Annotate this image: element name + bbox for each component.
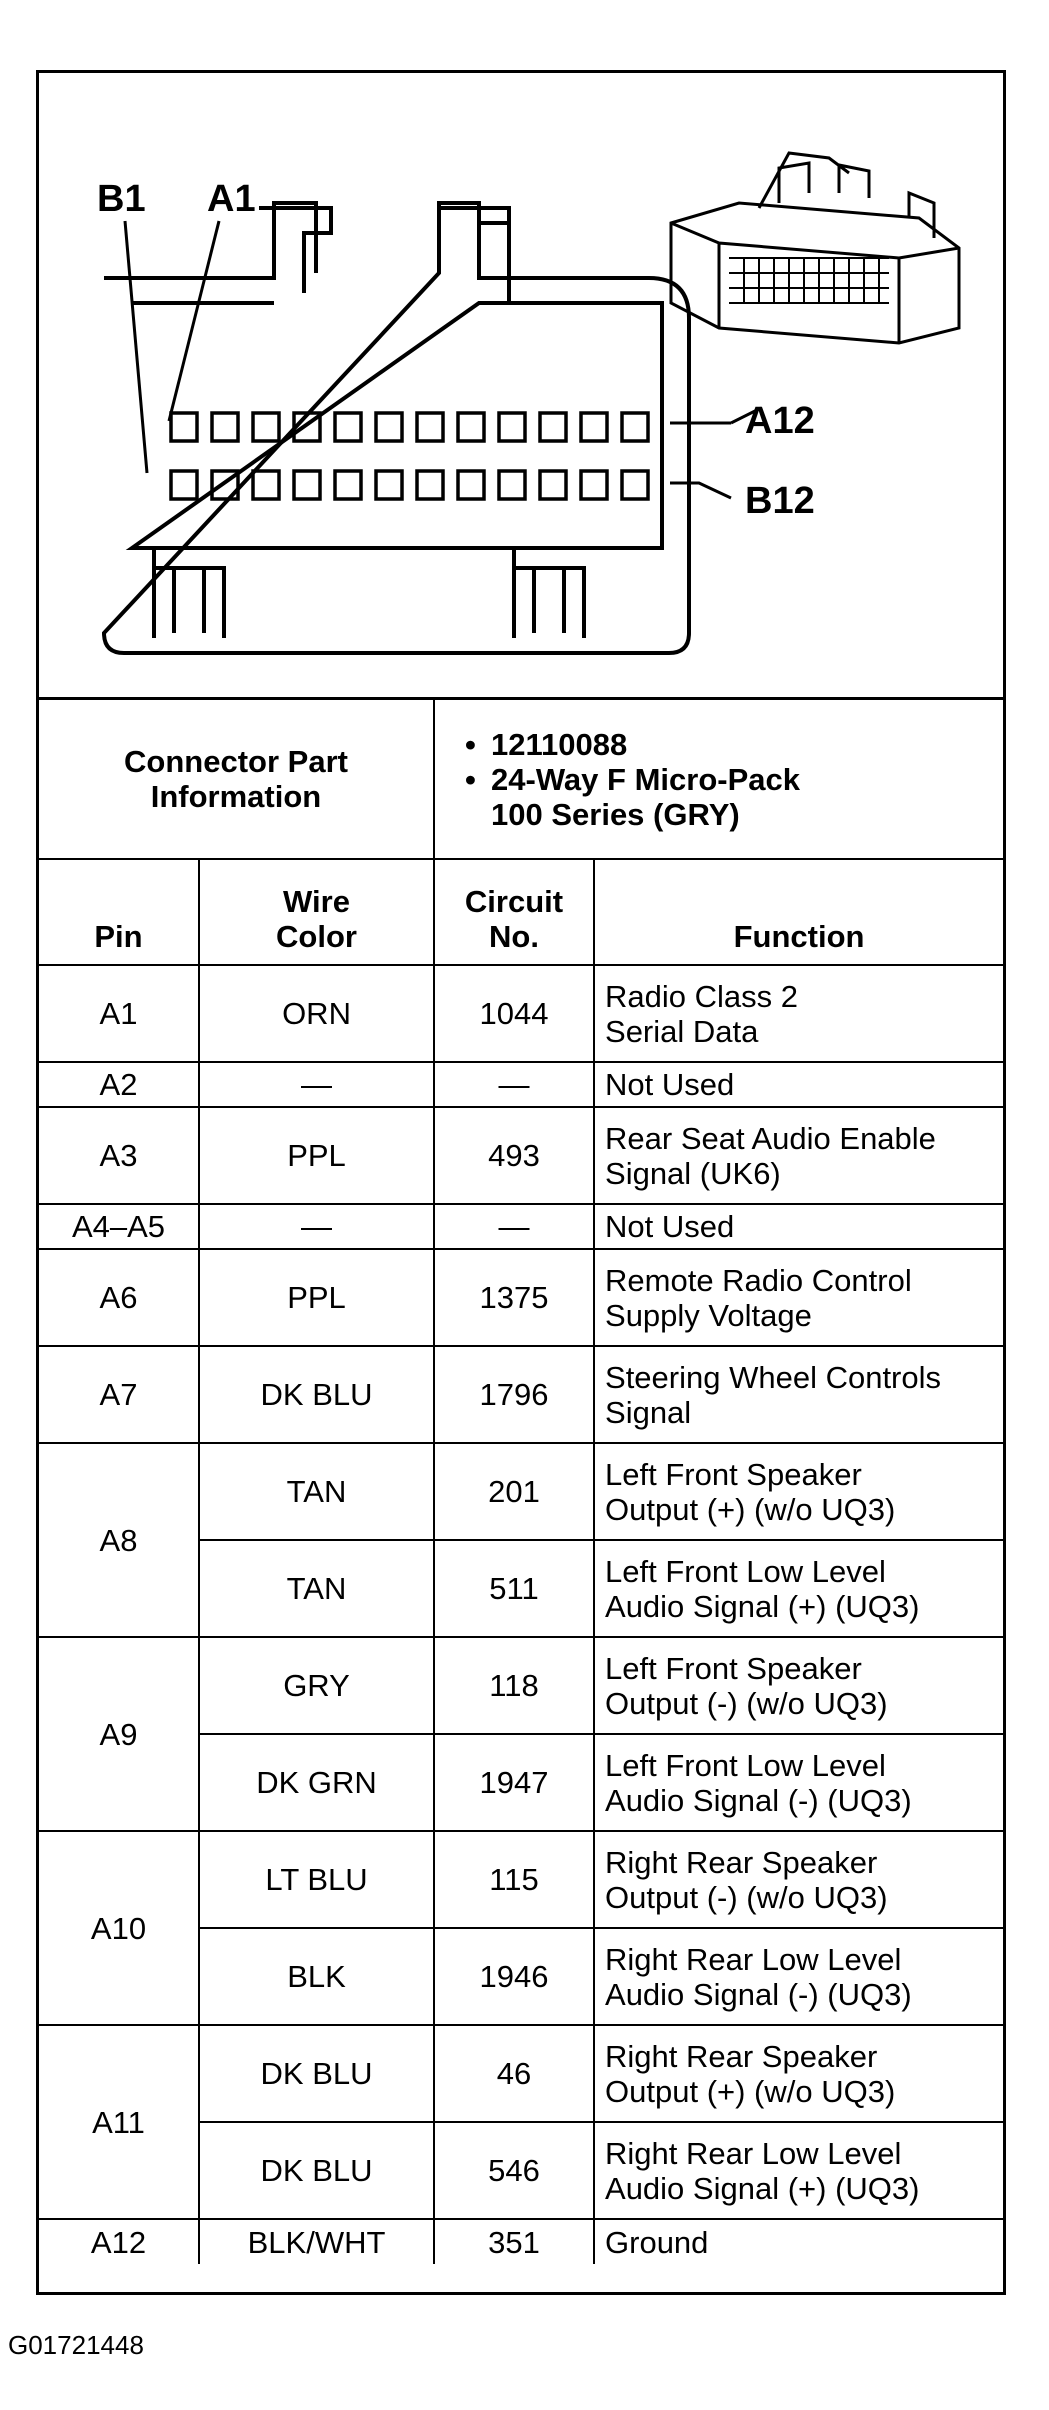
function-line-2: Output (+) (w/o UQ3)	[605, 1491, 896, 1527]
wire-color-cell: BLK/WHT	[199, 2219, 434, 2264]
function-cell	[594, 2219, 1003, 2264]
table-row	[39, 1831, 1003, 1928]
function-line-1: Left Front Low Level	[605, 1553, 886, 1589]
function-line-1: Not Used	[605, 1209, 735, 1244]
table-row	[39, 1443, 1003, 1540]
part-number: • 12110088	[465, 727, 997, 762]
table-row	[39, 1107, 1003, 1204]
cavity-a3	[253, 413, 279, 441]
function-line-2: Supply Voltage	[605, 1297, 812, 1333]
circuit-cell: 118	[434, 1637, 594, 1734]
pin-cell: A1	[39, 965, 199, 1062]
pin-cell: A2	[39, 1062, 199, 1107]
table-row	[39, 1249, 1003, 1346]
connector-label: Connector Part Information	[39, 700, 434, 859]
cavity-b4	[294, 471, 320, 499]
table-row	[39, 1062, 1003, 1107]
connector-description-1: • 24-Way F Micro-Pack	[465, 762, 997, 797]
cavity-a1	[171, 413, 197, 441]
wire-color-cell: BLK	[199, 1928, 434, 2025]
function-cell	[594, 1831, 1003, 1928]
function-cell	[594, 1734, 1003, 1831]
wire-color-cell: ORN	[199, 965, 434, 1062]
pin-cell: A9	[39, 1637, 199, 1831]
cavity-a10	[540, 413, 566, 441]
circuit-cell: 1947	[434, 1734, 594, 1831]
label-b1: B1	[97, 178, 146, 220]
function-cell	[594, 1062, 1003, 1107]
function-line-2: Audio Signal (+) (UQ3)	[605, 1588, 920, 1624]
table-row	[39, 1346, 1003, 1443]
function-line-1: Left Front Speaker	[605, 1456, 862, 1492]
cavity-a8	[458, 413, 484, 441]
cavity-b3	[253, 471, 279, 499]
cavity-b11	[581, 471, 607, 499]
function-cell	[594, 1107, 1003, 1204]
function-cell	[594, 1346, 1003, 1443]
circuit-cell: —	[434, 1204, 594, 1249]
cavity-b10	[540, 471, 566, 499]
circuit-cell: 351	[434, 2219, 594, 2264]
table-row	[39, 1204, 1003, 1249]
connector-3d-view	[671, 153, 959, 343]
pin-cell: A6	[39, 1249, 199, 1346]
circuit-cell: 115	[434, 1831, 594, 1928]
function-cell	[594, 1928, 1003, 2025]
function-line-1: Rear Seat Audio Enable	[605, 1120, 936, 1156]
header-no: No.	[489, 919, 539, 954]
cavity-a5	[335, 413, 361, 441]
figure-code: G01721448	[8, 2330, 144, 2360]
function-line-1: Ground	[605, 2224, 709, 2260]
function-line-1: Right Rear Low Level	[605, 1941, 902, 1977]
header-row	[39, 859, 1003, 965]
header-wire: Wire	[283, 884, 350, 919]
function-cell	[594, 1540, 1003, 1637]
circuit-cell: —	[434, 1062, 594, 1107]
function-cell	[594, 1204, 1003, 1249]
label-a12: A12	[745, 400, 815, 442]
connector-description-2: 100 Series (GRY)	[491, 796, 740, 832]
pinout-table	[39, 700, 1003, 2264]
cavity-a7	[417, 413, 443, 441]
circuit-cell: 1044	[434, 965, 594, 1062]
function-line-2: Audio Signal (-) (UQ3)	[605, 1976, 912, 2012]
cavity-b5	[335, 471, 361, 499]
table-row	[39, 1637, 1003, 1734]
pin-cell: A10	[39, 1831, 199, 2025]
cavity-b6	[376, 471, 402, 499]
function-line-2: Audio Signal (+) (UQ3)	[605, 2170, 920, 2206]
wire-color-cell: —	[199, 1204, 434, 1249]
function-line-1: Right Rear Speaker	[605, 1844, 878, 1880]
wire-color-cell: LT BLU	[199, 1831, 434, 1928]
cavity-a2	[212, 413, 238, 441]
table-row	[39, 2025, 1003, 2122]
connector-info-row	[39, 700, 1003, 859]
function-line-2: Output (-) (w/o UQ3)	[605, 1879, 888, 1915]
function-line-2: Serial Data	[605, 1013, 759, 1049]
cavity-a9	[499, 413, 525, 441]
function-line-2: Signal (UK6)	[605, 1155, 781, 1191]
pin-cell: A12	[39, 2219, 199, 2264]
function-line-2: Output (-) (w/o UQ3)	[605, 1685, 888, 1721]
wire-color-cell: GRY	[199, 1637, 434, 1734]
function-cell	[594, 2122, 1003, 2219]
cavity-b9	[499, 471, 525, 499]
function-cell	[594, 965, 1003, 1062]
connector-document	[36, 70, 1006, 2295]
circuit-cell: 1375	[434, 1249, 594, 1346]
circuit-cell: 546	[434, 2122, 594, 2219]
cavity-b7	[417, 471, 443, 499]
function-cell	[594, 1249, 1003, 1346]
label-a1: A1	[207, 178, 256, 220]
circuit-cell: 1946	[434, 1928, 594, 2025]
function-cell	[594, 1637, 1003, 1734]
circuit-cell: 1796	[434, 1346, 594, 1443]
wire-color-cell: TAN	[199, 1540, 434, 1637]
function-line-1: Right Rear Speaker	[605, 2038, 878, 2074]
header-circuit: Circuit	[464, 884, 564, 919]
function-line-1: Not Used	[605, 1067, 735, 1102]
cavity-a6	[376, 413, 402, 441]
cavity-b8	[458, 471, 484, 499]
pin-cell: A7	[39, 1346, 199, 1443]
connector-diagram	[39, 73, 1003, 700]
circuit-cell: 201	[434, 1443, 594, 1540]
table-row	[39, 965, 1003, 1062]
function-line-1: Steering Wheel Controls	[605, 1359, 942, 1395]
function-line-1: Radio Class 2	[605, 978, 798, 1014]
pin-cell: A4–A5	[39, 1204, 199, 1249]
wire-color-cell: PPL	[199, 1249, 434, 1346]
pin-cell: A3	[39, 1107, 199, 1204]
wire-color-cell: DK BLU	[199, 2122, 434, 2219]
pin-cell: A8	[39, 1443, 199, 1637]
wire-color-cell: TAN	[199, 1443, 434, 1540]
circuit-cell: 46	[434, 2025, 594, 2122]
connector-face-drawing	[39, 73, 1003, 697]
function-line-2: Audio Signal (-) (UQ3)	[605, 1782, 912, 1818]
cavity-b1	[171, 471, 197, 499]
function-line-1: Left Front Low Level	[605, 1747, 886, 1783]
wire-color-cell: DK GRN	[199, 1734, 434, 1831]
function-line-2: Signal	[605, 1394, 692, 1430]
wire-color-cell: PPL	[199, 1107, 434, 1204]
function-line-1: Right Rear Low Level	[605, 2135, 902, 2171]
header-circuit-no	[434, 859, 594, 965]
function-line-2: Output (+) (w/o UQ3)	[605, 2073, 896, 2109]
header-pin: Pin	[39, 859, 199, 965]
circuit-cell: 511	[434, 1540, 594, 1637]
cavity-a12	[622, 413, 648, 441]
function-line-1: Remote Radio Control	[605, 1262, 912, 1298]
wire-color-cell: DK BLU	[199, 1346, 434, 1443]
header-color: Color	[276, 919, 357, 954]
label-b12: B12	[745, 480, 815, 522]
function-line-1: Left Front Speaker	[605, 1650, 862, 1686]
wire-color-cell: DK BLU	[199, 2025, 434, 2122]
pin-cell: A11	[39, 2025, 199, 2219]
cavity-b12	[622, 471, 648, 499]
header-wire-color	[199, 859, 434, 965]
cavity-a11	[581, 413, 607, 441]
function-cell	[594, 1443, 1003, 1540]
table-row	[39, 2219, 1003, 2264]
circuit-cell: 493	[434, 1107, 594, 1204]
wire-color-cell: —	[199, 1062, 434, 1107]
connector-info	[434, 700, 1003, 859]
header-function: Function	[594, 859, 1003, 965]
function-cell	[594, 2025, 1003, 2122]
